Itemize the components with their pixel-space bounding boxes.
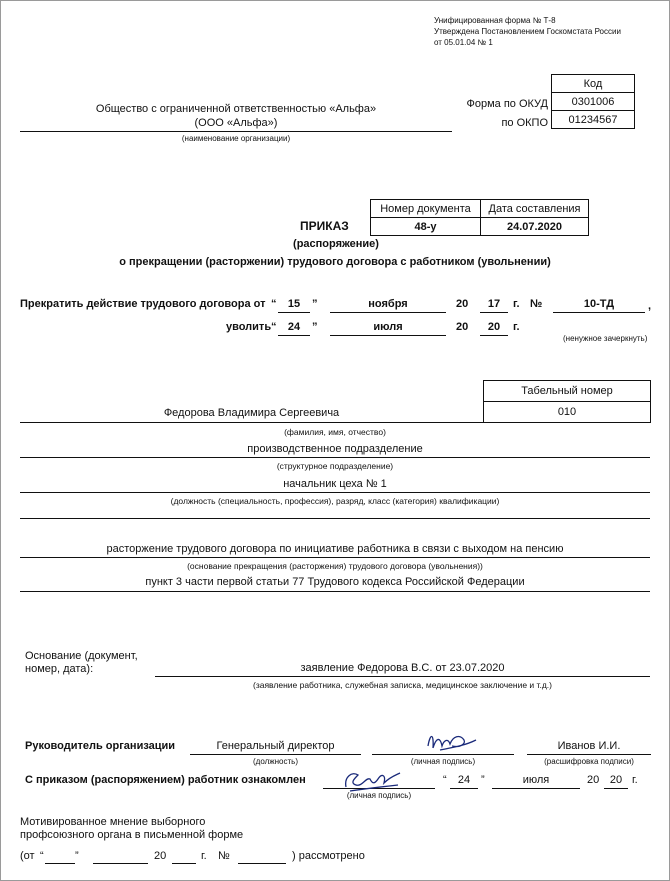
okud-label: Форма по ОКУД: [466, 98, 548, 110]
acquainted-label: С приказом (распоряжением) работник ознакомлен: [25, 774, 306, 786]
order-title: ПРИКАЗ: [300, 219, 349, 233]
union-year-prefix: 20: [154, 850, 167, 862]
strike-out-note: (ненужное зачеркнуть): [563, 334, 648, 343]
union-year-suffix: г.: [201, 850, 207, 862]
employee-name-line: [20, 422, 483, 423]
acquainted-year-prefix: 20: [587, 774, 600, 786]
terminate-number-sign: №: [530, 298, 543, 310]
department-line: [20, 457, 650, 458]
terminate-quote-close: ”: [312, 298, 318, 310]
head-name-line: [527, 754, 651, 755]
doc-number-table: [370, 199, 589, 236]
doc-date: 24.07.2020: [481, 218, 589, 236]
union-number-sign: №: [218, 850, 230, 862]
basis-document: заявление Федорова В.С. от 23.07.2020: [300, 662, 505, 674]
head-label: Руководитель организации: [25, 740, 176, 752]
acquainted-day-line: [450, 788, 478, 789]
union-number-line: [238, 863, 286, 864]
organization-short-name: (ООО «Альфа»): [194, 117, 278, 129]
acquainted-quote-open: “: [443, 774, 447, 786]
dismiss-label: уволить: [226, 321, 272, 333]
form-approval-date-line: от 05.01.04 № 1: [434, 38, 493, 47]
blank-line: [20, 518, 650, 519]
doc-number: 48-у: [371, 218, 481, 236]
terminate-contract-number: 10-ТД: [583, 298, 615, 310]
head-name: Иванов И.И.: [557, 740, 621, 752]
organization-name: Общество с ограниченной ответственностью «Альфа»: [95, 103, 377, 115]
tab-number-value: 010: [484, 402, 651, 423]
department-caption: (структурное подразделение): [276, 461, 394, 471]
acquainted-year-line: [604, 788, 628, 789]
form-approval-line: Утверждена Постановлением Госкомстата России: [434, 27, 621, 36]
labor-code-article: пункт 3 части первой статьи 77 Трудового кодекса Российской Федерации: [145, 576, 525, 588]
tab-number-table: [483, 380, 651, 423]
dismiss-year-prefix: 20: [456, 321, 469, 333]
employee-signature-icon: [340, 765, 404, 795]
union-year-line: [172, 863, 196, 864]
terminate-year-line: [480, 312, 508, 313]
terminate-month: ноября: [368, 298, 408, 310]
dismiss-day: 24: [287, 321, 301, 333]
terminate-year-prefix: 20: [456, 298, 469, 310]
dismiss-year-line: [480, 335, 508, 336]
union-quote-close: ”: [75, 850, 79, 862]
acquainted-quote-close: ”: [481, 774, 485, 786]
dismiss-month: июля: [373, 321, 403, 333]
codes-title: Код: [552, 75, 635, 93]
basis-label-line1: Основание (документ,: [25, 650, 138, 662]
termination-reason: расторжение трудового договора по инициативе работника в связи с выходом на пенсию: [106, 543, 564, 555]
head-signature-caption: (личная подпись): [410, 757, 476, 766]
dismiss-month-line: [330, 335, 446, 336]
head-position-line: [190, 754, 361, 755]
head-position-caption: (должность): [253, 757, 298, 766]
union-day-line: [45, 863, 75, 864]
terminate-label: Прекратить действие трудового договора от: [20, 298, 266, 310]
acquainted-day: 24: [457, 774, 471, 786]
dismiss-quote-open: “: [271, 321, 277, 333]
termination-reason-line: [20, 557, 650, 558]
basis-caption: (заявление работника, служебная записка, медицинское заключение и т.д.): [253, 680, 552, 690]
basis-label-line2: номер, дата):: [25, 663, 94, 675]
head-position: Генеральный директор: [216, 740, 335, 752]
terminate-month-line: [330, 312, 446, 313]
termination-reason-caption: (основание прекращения (расторжения) трудового договора (увольнения)): [187, 561, 483, 571]
organization-caption: (наименование организации): [181, 134, 291, 143]
terminate-comma: ,: [648, 300, 652, 312]
order-subject: о прекращении (расторжении) трудового договора с работником (увольнении): [119, 256, 551, 268]
employee-signature-caption: (личная подпись): [346, 791, 412, 800]
dismiss-quote-close: ”: [312, 321, 318, 333]
union-quote-open: “: [40, 850, 44, 862]
tab-number-header: Табельный номер: [484, 381, 651, 402]
acquainted-month-line: [492, 788, 580, 789]
acquainted-year: 20: [609, 774, 623, 786]
acquainted-month: июля: [522, 774, 550, 786]
acquainted-year-suffix: г.: [632, 774, 638, 786]
okpo-label: по ОКПО: [501, 117, 548, 129]
codes-table: [551, 74, 635, 129]
union-opinion-line1: Мотивированное мнение выборного: [20, 816, 206, 828]
terminate-year-suffix: г.: [513, 298, 520, 310]
union-considered: ) рассмотрено: [292, 850, 365, 862]
union-opinion-line2: профсоюзного органа в письменной форме: [20, 829, 244, 841]
dismiss-year-suffix: г.: [513, 321, 520, 333]
terminate-number-line: [553, 312, 645, 313]
head-name-caption: (расшифровка подписи): [544, 757, 634, 766]
employee-name: Федорова Владимира Сергеевича: [163, 407, 340, 419]
position-line: [20, 492, 650, 493]
doc-number-header: Номер документа: [371, 200, 481, 218]
union-month-line: [93, 863, 148, 864]
dismiss-year: 20: [487, 321, 501, 333]
okud-value: 0301006: [552, 93, 635, 111]
order-subtitle: (распоряжение): [293, 238, 379, 250]
doc-date-header: Дата составления: [481, 200, 589, 218]
head-signature-icon: [420, 726, 480, 758]
union-ot: (от: [20, 850, 35, 862]
labor-code-article-line: [20, 591, 650, 592]
position-caption: (должность (специальность, профессия), разряд, класс (категория) квалификации): [170, 496, 500, 506]
okpo-value: 01234567: [552, 111, 635, 129]
terminate-quote-open: “: [271, 298, 277, 310]
basis-document-line: [155, 676, 650, 677]
terminate-year: 17: [487, 298, 501, 310]
organization-underline: [20, 131, 452, 132]
employee-name-caption: (фамилия, имя, отчество): [284, 427, 386, 437]
dismiss-day-line: [278, 335, 310, 336]
position: начальник цеха № 1: [283, 478, 387, 490]
terminate-day: 15: [287, 298, 301, 310]
terminate-day-line: [278, 312, 310, 313]
form-code-line: Унифицированная форма № Т-8: [434, 16, 556, 25]
department: производственное подразделение: [247, 443, 423, 455]
